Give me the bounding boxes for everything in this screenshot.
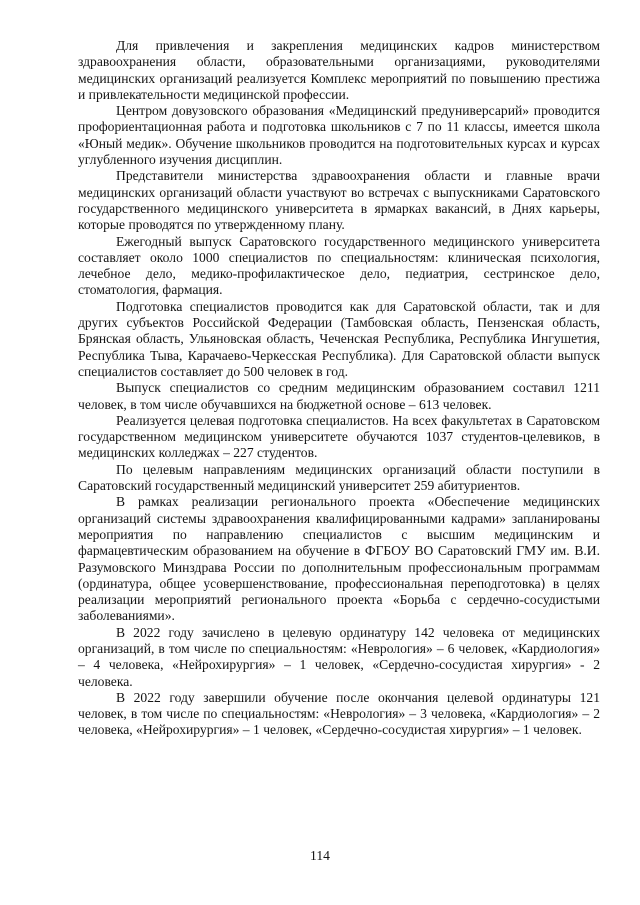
document-body xyxy=(78,38,600,739)
paragraph-targeted-training: Реализуется целевая подготовка специалистов. На всех факультетах в Саратовском государственном медицинском университете обучаются 1037 студентов-целевиков, в медицинских колледжах – 227 студентов. xyxy=(78,412,600,461)
paragraph-applicants: По целевым направлениям медицинских организаций области поступили в Саратовский государственный медицинский университет 259 абитуриентов. xyxy=(78,461,600,494)
paragraph-pre-university: Центром довузовского образования «Медицинский предуниверсарий» проводится профориентационная работа и подготовка школьников с 7 по 11 классы, имеется школа «Юный медик». Обучение школьников проводится на подготовительных курсах и курсах углубленного изучения дисциплин. xyxy=(78,103,600,168)
page-number: 114 xyxy=(310,848,330,863)
paragraph-annual-graduates: Ежегодный выпуск Саратовского государственного медицинского университета составляет около 1000 специалистов по специальностям: клиническая психология, лечебное дело, медико-профилактическое дело, педиатрия, сестринское дело, стоматология, фармация. xyxy=(78,233,600,298)
paragraph-secondary-education: Выпуск специалистов со средним медицинским образованием составил 1211 человек, в том числе обучавшихся на бюджетной основе – 613 человек. xyxy=(78,380,600,412)
paragraph-staff-program: Для привлечения и закрепления медицинских кадров министерством здравоохранения области, образовательными организациями, руководителями медицинских организаций реализуется Комплекс мероприятий по повышению престижа и привлекательности медицинской профессии. xyxy=(78,38,600,102)
paragraph-regions: Подготовка специалистов проводится как для Саратовской области, так и для других субъектов Российской Федерации (Тамбовская область, Пензенская область, Брянская область, Ульяновская область, Чеченская Республика, Республика Ингушетия, Республика Тыва, Карачаево-Черкесская Республика). Для Саратовской области выпуск специалистов составляет до 500 человек в год. xyxy=(78,298,600,379)
paragraph-residency-completed: В 2022 году завершили обучение после окончания целевой ординатуры 121 человек, в том числе по специальностям: «Неврология» – 3 человека, «Кардиология» – 2 человека, «Нейрохирургия» – 1 человек, «Сердечно-сосудистая хирургия» – 1 человек. xyxy=(78,689,600,738)
paragraph-regional-project: В рамках реализации регионального проекта «Обеспечение медицинских организаций системы здравоохранения квалифицированными кадрами» запланированы мероприятия по направлению специалистов с высшим медицинским и фармацевтическим образованием на обучение в ФГБОУ ВО Саратовский ГМУ им. В.И. Разумовского Минздрава России по дополнительным профессиональным программам (ординатура, общее усовершенствование, профессиональная переподготовка) в целях реализации мероприятий регионального проекта «Борьба с сердечно-сосудистыми заболеваниями». xyxy=(78,494,600,624)
paragraph-job-fairs: Представители министерства здравоохранения области и главные врачи медицинских организаций области участвуют во встречах с выпускниками Саратовского государственного медицинского университета в ярмарках вакансий, в Днях карьеры, которые проводятся по утвержденному плану. xyxy=(78,168,600,233)
paragraph-residency-enrolled: В 2022 году зачислено в целевую ординатуру 142 человека от медицинских организаций, в том числе по специальностям: «Неврология» – 6 человек, «Кардиология» – 4 человека, «Нейрохирургия» – 1 человек, «Сердечно-сосудистая хирургия» - 2 человека. xyxy=(78,624,600,689)
